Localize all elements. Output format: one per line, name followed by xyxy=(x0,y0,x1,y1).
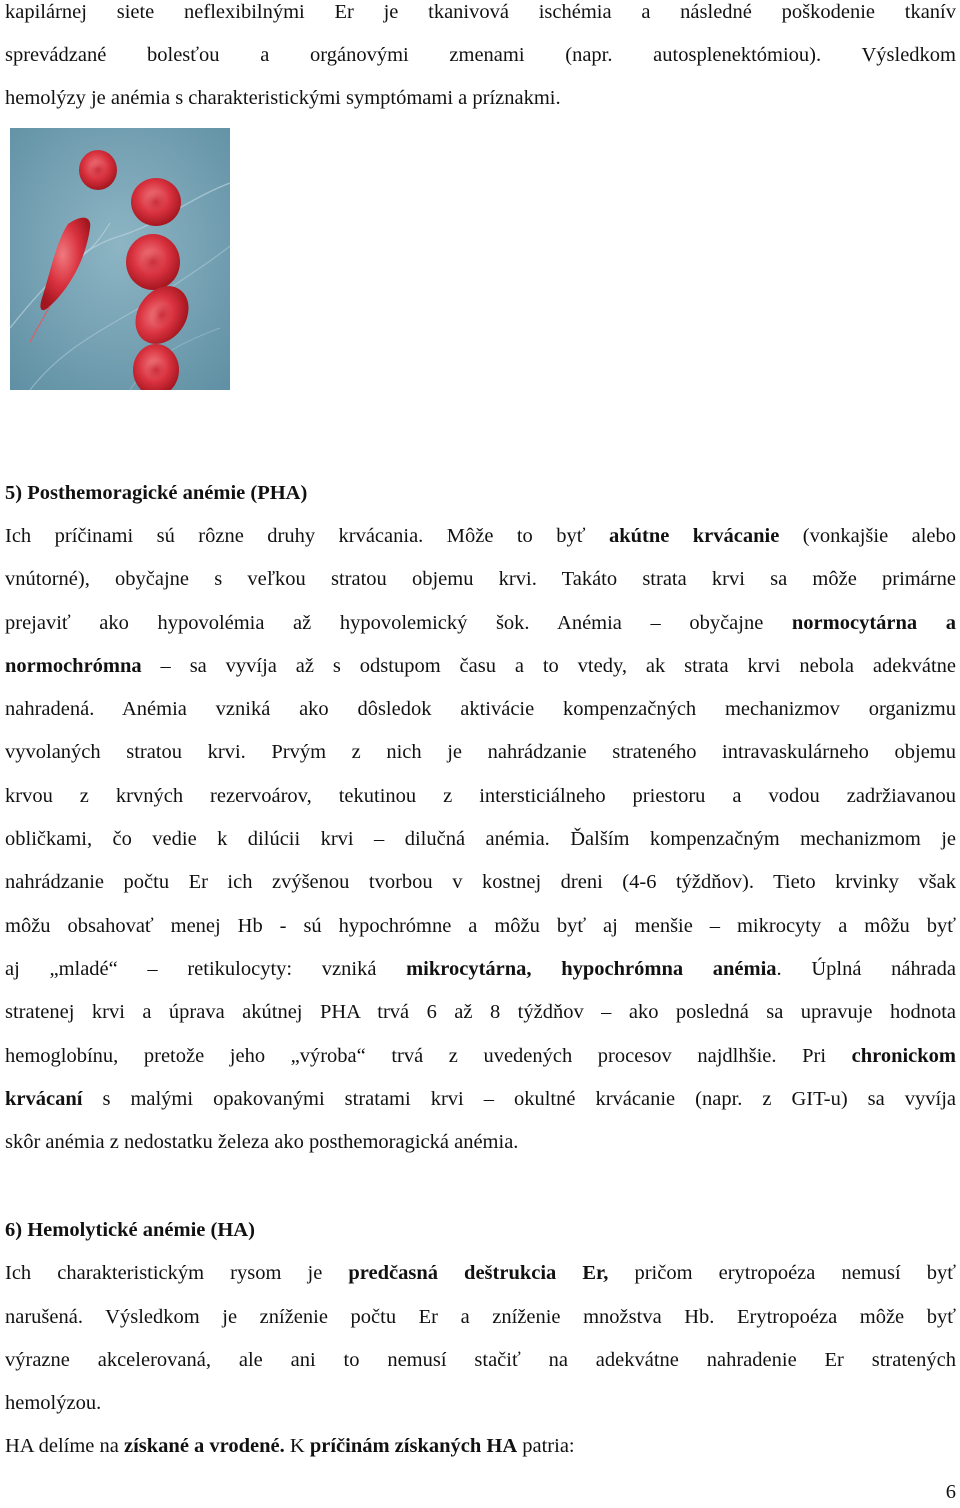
section-6-line-4: hemolýzou. xyxy=(5,1392,102,1414)
intro-line-2: sprevádzané bolesťou a orgánovými zmenami (napr. autosplenektómiou). Výsledkom xyxy=(5,44,956,66)
section-5-line-3: prejaviť ako hypovolémia až hypovolemický šok. Anémia – obyčajne normocytárna a xyxy=(5,612,956,634)
section-6-line-1: Ich charakteristickým rysom je predčasná deštrukcia Er, pričom erytropoéza nemusí byť xyxy=(5,1262,956,1284)
section-5-line-6: vyvolaných stratou krvi. Prvým z nich je nahrádzanie strateného intravaskulárneho objemu xyxy=(5,741,956,763)
section-5-line-12: stratenej krvi a úprava akútnej PHA trvá 6 až 8 týždňov – ako posledná sa upravuje hodnota xyxy=(5,1001,956,1023)
section-5-line-4: normochrómna – sa vyvíja až s odstupom času a to vtedy, ak strata krvi nebola adekvátne xyxy=(5,655,956,677)
section-5-line-10: môžu obsahovať menej Hb - sú hypochrómne a môžu byť aj menšie – mikrocyty a môžu byť xyxy=(5,915,956,937)
section-5-line-11: aj „mladé“ – retikulocyty: vzniká mikrocytárna, hypochrómna anémia. Úplná náhrada xyxy=(5,958,956,980)
section-5-line-13: hemoglobínu, pretože jeho „výroba“ trvá z uvedených procesov najdlhšie. Pri chronickom xyxy=(5,1045,956,1067)
section-6-heading: 6) Hemolytické anémie (HA) xyxy=(5,1219,255,1241)
red-blood-cells-micrograph xyxy=(10,128,230,390)
section-6-line-3: výrazne akcelerovaná, ale ani to nemusí stačiť na adekvátne nahradenie Er stratených xyxy=(5,1349,956,1371)
section-5-heading: 5) Posthemoragické anémie (PHA) xyxy=(5,482,308,504)
section-6-line-5: HA delíme na získané a vrodené. K príčinám získaných HA patria: xyxy=(5,1435,575,1457)
section-6-line-2: narušená. Výsledkom je zníženie počtu Er a zníženie množstva Hb. Erytropoéza môže byť xyxy=(5,1306,956,1328)
section-5-line-15: skôr anémia z nedostatku železa ako posthemoragická anémia. xyxy=(5,1131,519,1153)
intro-line-3: hemolýzy je anémia s charakteristickými symptómami a príznakmi. xyxy=(5,87,561,109)
section-5-line-2: vnútorné), obyčajne s veľkou stratou objemu krvi. Takáto strata krvi sa môže primárne xyxy=(5,568,956,590)
intro-line-1: kapilárnej siete neflexibilnými Er je tkanivová ischémia a následné poškodenie tkanív xyxy=(5,1,956,23)
section-5-line-1: Ich príčinami sú rôzne druhy krvácania. Môže to byť akútne krvácanie (vonkajšie alebo xyxy=(5,525,956,547)
section-5-line-5: nahradená. Anémia vzniká ako dôsledok aktivácie kompenzačných mechanizmov organizmu xyxy=(5,698,956,720)
page-number: 6 xyxy=(945,1481,956,1503)
section-5-line-7: krvou z krvných rezervoárov, tekutinou z intersticiálneho priestoru a vodou zadržiavanou xyxy=(5,785,956,807)
section-5-line-14: krvácaní s malými opakovanými stratami krvi – okultné krvácanie (napr. z GIT-u) sa vyvíja xyxy=(5,1088,956,1110)
micrograph-image xyxy=(10,128,230,390)
section-5-line-9: nahrádzanie počtu Er ich zvýšenou tvorbou v kostnej dreni (4-6 týždňov). Tieto krvinky však xyxy=(5,871,956,893)
section-5-line-8: obličkami, čo vedie k dilúcii krvi – dilučná anémia. Ďalším kompenzačným mechanizmom je xyxy=(5,828,956,850)
